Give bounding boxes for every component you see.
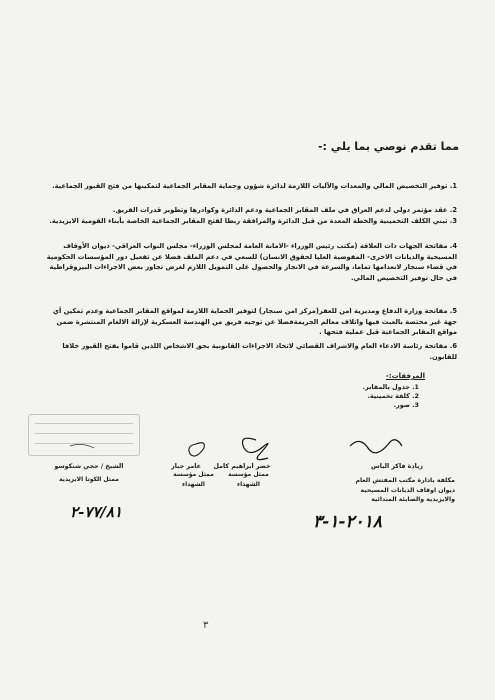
signatory-amer-org: ممثل مؤسسة الشهداء [173, 471, 214, 488]
signature-khudair [243, 438, 269, 459]
signatory-amer-org-shuhada [166, 470, 276, 490]
attachment-item: 3. صور. [393, 401, 419, 409]
signatory-zaida-name: زيادة فاكر الياس [371, 463, 423, 470]
attachment-item: 2. كلفة تخمينية. [367, 392, 419, 400]
faint-stamp [28, 414, 140, 456]
org-line: والايزيدية والصابئة المندائية [371, 496, 455, 503]
recommendations-heading: مما تقدم نوصي بما يلي :- [317, 140, 459, 153]
org-line: مكلفة بادارة مكتب المفتش العام [355, 477, 455, 484]
recommendation-6: 6. مفاتحة رئاسة الادعاء العام والاشراف القضائي لاتخاذ الاجراءات القانونية بحق الاشخاص اللذين قاموا بفتح القبور خلافا للقانون. [62, 342, 457, 361]
signatory-khudair-name: خضر ابراهيم كامل [213, 463, 271, 470]
attachments-title: المرفقات:- [385, 372, 425, 380]
signatory-amer-name: عامر جبار [171, 463, 201, 470]
signatory-zaida-org [337, 476, 455, 505]
signature-amer [189, 443, 204, 456]
signatory-shaib-name: الشيخ / حجي شنكوسو [54, 463, 124, 470]
footer-mark: ٣ [203, 620, 209, 631]
signatory-shaib-org: ممثل الكوتا الايزيدية [59, 476, 119, 483]
recommendation-2: 2. عقد مؤتمر دولي لدعم العراق في ملف المقابر الجماعية ودعم الدائرة وكوادرها وتطوير قدرات الفريق. [112, 206, 457, 214]
signature-zaida [350, 440, 402, 453]
handwritten-date-left: ٧٧/٨١-٢ [70, 503, 123, 521]
signatory-khudair-org: ممثل مؤسسة الشهداء [228, 471, 269, 488]
recommendation-4: 4. مفاتحة الجهات ذات العلاقة (مكتب رئيس الوزراء -الامانة العامة لمجلس الوزراء- مجلس النواب العراقي- ديوان الأوقاف المسيحية والديانات الاخرى- المفوضية العليا لحقوق الانسان) للسعي في دعم الملف فضلا عن تفعيل دور المؤسسات الحكومية في قضاء سنجار لانعدامها تماما، والسرعة في الانجاز والحصول على التمويل اللازم لغرض تجاوز بعض الاجراءات البيروقراطية في حال توفير التخصيص المالي. [46, 242, 457, 282]
recommendation-1: 1. توفير التخصيص المالي والمعدات والآليات اللازمة لدائرة شؤون وحماية المقابر الجماعية لتمكينها من فتح القبور الجماعية. [52, 182, 457, 190]
recommendation-5: 5. مفاتحة وزارة الدفاع ومديرية امن للعفر(مركز امن سنجار) لتوفير الحماية اللازمة لمواقع المقابر الجماعية وعدم تمكين أي جهة غير مختصة بالعبث فيها واتلاف معالم الجريمةفضلا عن توجيه فريق من الهندسة العسكرية لإزالة الالغام المنتشرة ضمن مواقع المقابر الجماعية قبل عملية فتحها . [52, 307, 457, 337]
org-line: ديوان اوقاف الديانات المسيحية [360, 486, 455, 494]
attachments-list [299, 383, 419, 410]
handwritten-date-right: ٢٠١٨-١-٣ [313, 512, 382, 532]
attachment-item: 1. جدول بالمقابر. [362, 383, 419, 391]
recommendation-3: 3. تبني الكلف التخمينية والخطة المعدة من قبل الدائرة والمرافقة ربطا لفتح المقابر الجماعية الخاصة بأبناء القومية الايزيدية. [49, 217, 457, 225]
